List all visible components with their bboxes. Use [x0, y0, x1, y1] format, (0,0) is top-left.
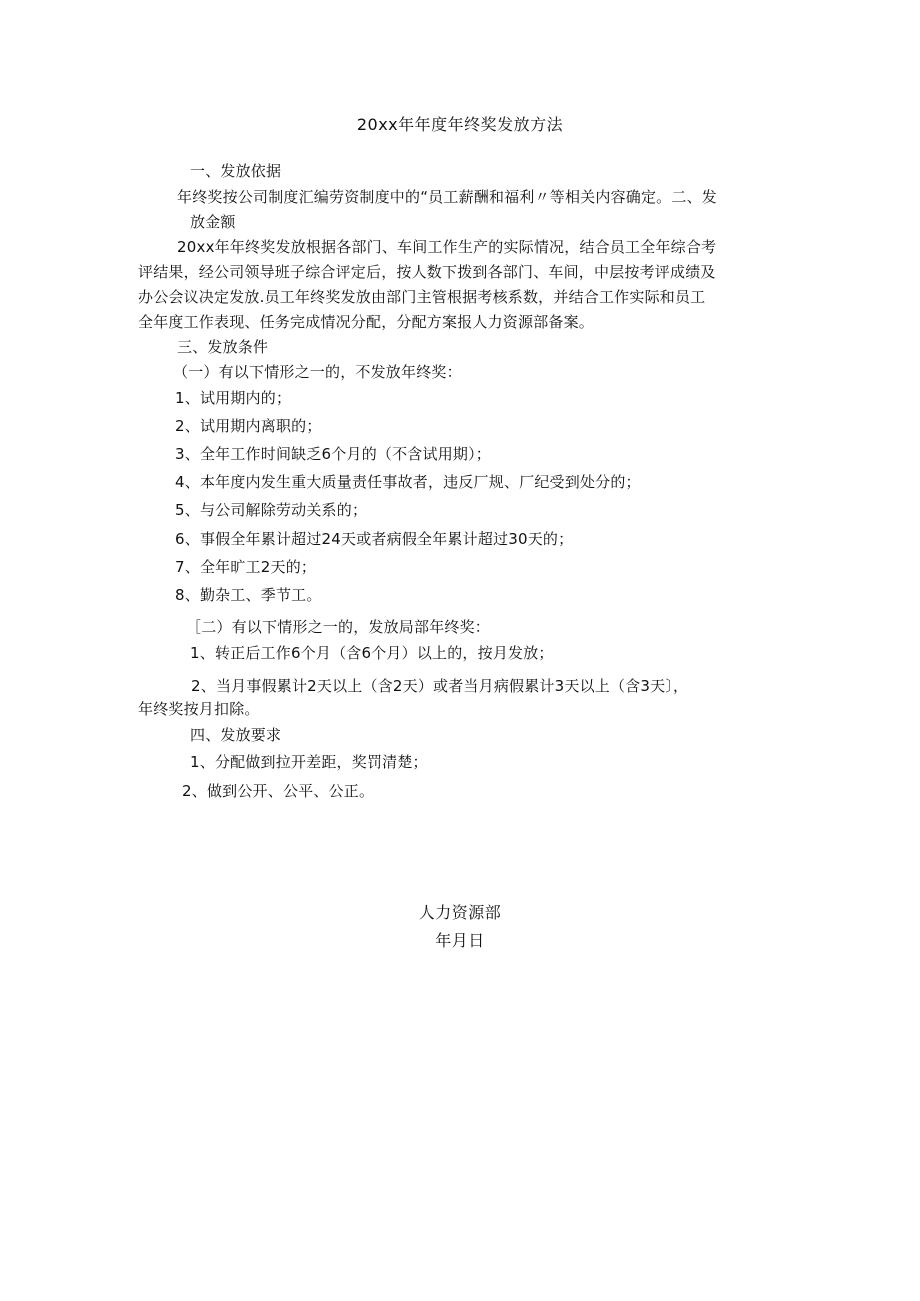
section-3-list-item: 3、全年工作时间缺乏6个月的（不含试用期）；	[175, 445, 491, 463]
section-1-text-line-2: 放金额	[190, 213, 236, 231]
section-3-sub2-list-item: 2、当月事假累计2天以上（含2天）或者当月病假累计3天以上（含3天〕，	[191, 677, 689, 695]
section-3-subheading-1: （一）有以下情形之一的，不发放年终奖：	[173, 363, 462, 381]
section-3-list-item: 5、与公司解除劳动关系的；	[175, 501, 368, 519]
section-3-subheading-2: ［二）有以下情形之一的，发放局部年终奖：	[186, 618, 491, 636]
section-2-text-line-2: 评结果，经公司领导班子综合评定后，按人数下拨到各部门、车间，中层按考评成绩及	[138, 263, 716, 281]
footer-department: 人力资源部	[418, 903, 502, 922]
footer-date: 年月日	[435, 931, 485, 950]
section-3-list-item: 6、事假全年累计超过24天或者病假全年累计超过30天的；	[175, 530, 574, 548]
section-4-heading: 四、发放要求	[190, 726, 282, 744]
section-1-heading: 一、发放依据	[190, 162, 282, 180]
section-2-text-line-4: 全年度工作表现、任务完成情况分配，分配方案报人力资源部备案。	[138, 313, 595, 331]
section-3-list-item: 8、勤杂工、季节工。	[175, 586, 322, 604]
section-2-text-line-1: 20xx年年终奖发放根据各部门、车间工作生产的实际情况，结合员工全年综合考	[177, 238, 717, 256]
section-3-list-item: 4、本年度内发生重大质量责任事故者，违反厂规、厂纪受到处分的；	[175, 473, 641, 491]
section-3-heading: 三、发放条件	[177, 338, 269, 356]
section-2-text-line-3: 办公会议决定发放.员工年终奖发放由部门主管根据考核系数，并结合工作实际和员工	[138, 288, 706, 306]
section-4-list-item: 2、做到公开、公平、公正。	[182, 782, 375, 800]
section-3-sub2-list-item-continued: 年终奖按月扣除。	[138, 700, 260, 718]
section-3-list-item: 7、全年旷工2天的；	[175, 558, 317, 576]
section-3-list-item: 1、试用期内的；	[175, 389, 292, 407]
section-1-text-line-1: 年终奖按公司制度汇编劳资制度中的“员工薪酬和福利〃等相关内容确定。二、发	[177, 188, 717, 206]
section-3-sub2-list-item: 1、转正后工作6个月（含6个月）以上的，按月发放；	[190, 644, 554, 662]
section-4-list-item: 1、分配做到拉开差距，奖罚清楚；	[190, 753, 428, 771]
section-3-list-item: 2、试用期内离职的；	[175, 417, 322, 435]
document-title: 20xx年年度年终奖发放方法	[356, 115, 564, 134]
